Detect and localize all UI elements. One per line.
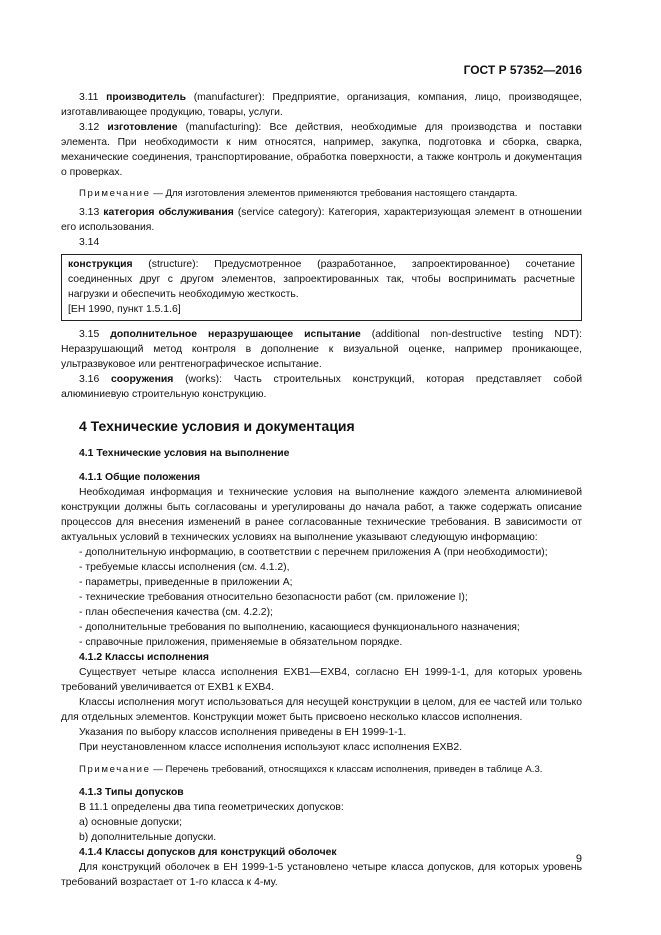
section-4-1-1-heading: 4.1.1 Общие положения xyxy=(79,472,201,483)
def-3-11 xyxy=(61,90,582,120)
def-text: : Предусмотренное (разработанное, запроектированное) сочетание соединенных друг с другом элементов, запроектированных так, чтобы воспринимать расчетные нагрузки и обеспечить необходимую жесткость. xyxy=(68,259,575,300)
def-number: 3.11 xyxy=(79,92,99,103)
list-item: - справочные приложения, применяемые в обязательном порядке. xyxy=(79,635,582,650)
def-english: (manufacturer) xyxy=(193,92,262,103)
def-3-13 xyxy=(61,205,582,235)
def-english: (works) xyxy=(185,374,220,385)
list-item: - параметры, приведенные в приложении А; xyxy=(79,575,582,590)
list-item: - дополнительную информацию, в соответствии с перечнем приложения А (при необходимости); xyxy=(79,545,582,560)
def-3-14-number: 3.14 xyxy=(79,237,100,248)
def-term: категория обслуживания xyxy=(103,207,234,218)
list-item: - дополнительные требования по выполнению, касающиеся функционального назначения; xyxy=(79,620,582,635)
def-english: (service category) xyxy=(237,207,322,218)
section-4-heading: 4 Технические условия и документация xyxy=(79,418,355,434)
note-text: — Для изготовления элементов применяются требования настоящего стандарта. xyxy=(150,188,518,199)
def-3-12 xyxy=(61,120,582,180)
def-3-14 xyxy=(68,257,575,302)
doc-code-header: ГОСТ Р 57352—2016 xyxy=(463,63,582,77)
def-term: конструкция xyxy=(68,259,133,270)
def-term: производитель xyxy=(106,92,186,103)
section-4-1-2-heading: 4.1.2 Классы исполнения xyxy=(79,652,209,663)
def-english: (additional non-destructive testing NDT) xyxy=(371,329,580,340)
list-item: - технические требования относительно безопасности работ (см. приложение I); xyxy=(79,590,582,605)
section-4-1-3-b: b) дополнительные допуски. xyxy=(79,832,217,843)
list-item: - требуемые классы исполнения (см. 4.1.2), xyxy=(79,560,582,575)
note-label: Примечание xyxy=(79,764,151,775)
def-text: : Предприятие, организация, компания, лицо, производящее, изготавливающее продукцию, товары, услуги. xyxy=(61,92,583,118)
page-body xyxy=(61,90,582,890)
section-4-1-2-p2: Классы исполнения могут использоваться для несущей конструкции в целом, для ее частей или только для отдельных элементов. Конструкции может быть присвоено несколько классов исполнения. xyxy=(61,697,582,723)
def-3-15 xyxy=(61,327,582,372)
section-4-1-2-p4: При неустановленном классе исполнения используют класс исполнения EXB2. xyxy=(79,742,463,753)
note-text: — Перечень требований, относящихся к классам исполнения, приведен в таблице А.3. xyxy=(150,764,543,775)
def-english: (manufacturing) xyxy=(185,122,259,133)
section-4-1-3-a: a) основные допуски; xyxy=(79,817,182,828)
list-item: - план обеспечения качества (см. 4.2.2); xyxy=(79,605,582,620)
note-manufacturing xyxy=(61,186,582,201)
def-number: 3.13 xyxy=(79,207,100,218)
def-source-ref: [ЕН 1990, пункт 1.5.1.6] xyxy=(68,304,181,315)
section-4-1-2-p1: Существует четыре класса исполнения EXB1—EXB4, согласно ЕН 1999-1-1, для которых уровень требований увеличивается от EXB1 к EXB4. xyxy=(61,667,582,693)
def-term: сооружения xyxy=(110,374,174,385)
def-number: 3.16 xyxy=(79,374,100,385)
page-number: 9 xyxy=(575,853,582,865)
def-text: : Категория, характеризующая элемент в отношении его использования. xyxy=(61,207,582,233)
section-4-1-heading: 4.1 Технические условия на выполнение xyxy=(79,448,290,459)
def-3-16 xyxy=(61,372,582,402)
section-4-1-4-heading: 4.1.4 Классы допусков для конструкций оболочек xyxy=(79,847,337,858)
def-english: (structure) xyxy=(148,259,196,270)
section-4-1-3-heading: 4.1.3 Типы допусков xyxy=(79,787,184,798)
def-text: : Все действия, необходимые для производства и поставки элемента. При необходимости к ним относятся, например, закупка, подготовка и сборка, сварка, механические соединения, транспортирование, обработка поверхности, а также контроль и документация о проверках. xyxy=(61,122,582,178)
def-term: изготовление xyxy=(107,122,178,133)
note-execution-classes xyxy=(61,762,582,777)
def-text: : Часть строительных конструкций, которая представляет собой алюминиевую строительную конструкцию. xyxy=(61,374,583,400)
note-label: Примечание xyxy=(79,188,151,199)
def-term: дополнительное неразрушающее испытание xyxy=(110,329,361,340)
structure-definition-box xyxy=(61,254,582,321)
section-4-1-1-text: Необходимая информация и технические условия на выполнение каждого элемента алюминиевой конструкции должны быть согласованы и урегулированы до начала работ, а также содержать описание процессов для внесения изменений в ранее согласованные технические требования. В зависимости от актуальных условий в технических условиях на выполнение указывают следующую информацию: xyxy=(61,487,582,543)
def-text: : Неразрушающий метод контроля в дополнение к визуальной оценке, например проникающее, ультразвуковое или рентгенографическое испытание. xyxy=(61,329,583,370)
def-number: 3.15 xyxy=(79,329,100,340)
requirements-list xyxy=(61,545,582,650)
section-4-1-4-p1: Для конструкций оболочек в ЕН 1999-1-5 установлено четыре класса допусков, для которых уровень требований возрастает от 1-го класса к 4-му. xyxy=(61,862,582,888)
def-number: 3.12 xyxy=(79,122,100,133)
section-4-1-2-p3: Указания по выбору классов исполнения приведены в ЕН 1999-1-1. xyxy=(79,727,407,738)
section-4-1-3-p1: В 11.1 определены два типа геометрических допусков: xyxy=(79,802,344,813)
